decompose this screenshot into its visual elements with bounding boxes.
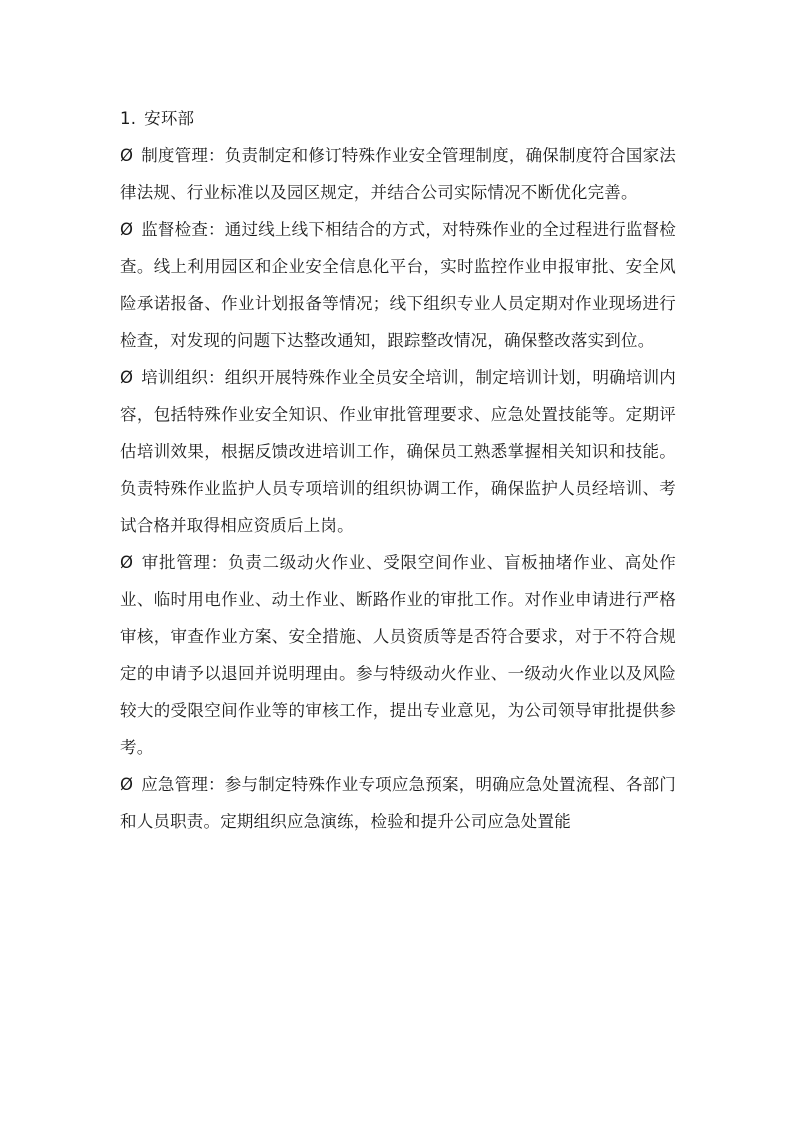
- list-item-text: 应急管理：参与制定特殊作业专项应急预案，明确应急处置流程、各部门和人员职责。定期组织应急演练，检验和提升公司应急处置能: [120, 775, 676, 831]
- section-heading: [120, 100, 676, 137]
- bullet-icon: Ø: [120, 220, 134, 239]
- section-title: 安环部: [144, 109, 195, 128]
- list-item-emergency-management: [120, 766, 676, 840]
- list-item-text: 培训组织：组织开展特殊作业全员安全培训，制定培训计划，明确培训内容，包括特殊作业安全知识、作业审批管理要求、应急处置技能等。定期评估培训效果，根据反馈改进培训工作，确保员工熟悉掌握相关知识和技能。负责特殊作业监护人员专项培训的组织协调工作，确保监护人员经培训、考试合格并取得相应资质后上岗。: [120, 368, 676, 535]
- list-item-approval-management: [120, 544, 676, 766]
- bullet-icon: Ø: [120, 146, 134, 165]
- bullet-icon: Ø: [120, 553, 134, 572]
- document-body: [120, 100, 676, 840]
- list-item-system-management: [120, 137, 676, 211]
- bullet-icon: Ø: [120, 368, 134, 387]
- bullet-icon: Ø: [120, 775, 134, 794]
- list-item-supervision-inspection: [120, 211, 676, 359]
- list-item-text: 制度管理：负责制定和修订特殊作业安全管理制度，确保制度符合国家法律法规、行业标准以及园区规定，并结合公司实际情况不断优化完善。: [120, 146, 676, 202]
- section-number: 1.: [120, 109, 137, 128]
- list-item-text: 监督检查：通过线上线下相结合的方式，对特殊作业的全过程进行监督检查。线上利用园区和企业安全信息化平台，实时监控作业申报审批、安全风险承诺报备、作业计划报备等情况；线下组织专业人员定期对作业现场进行检查，对发现的问题下达整改通知，跟踪整改情况，确保整改落实到位。: [120, 220, 676, 350]
- list-item-text: 审批管理：负责二级动火作业、受限空间作业、盲板抽堵作业、高处作业、临时用电作业、动土作业、断路作业的审批工作。对作业申请进行严格审核，审查作业方案、安全措施、人员资质等是否符合要求，对于不符合规定的申请予以退回并说明理由。参与特级动火作业、一级动火作业以及风险较大的受限空间作业等的审核工作，提出专业意见，为公司领导审批提供参考。: [120, 553, 676, 757]
- list-item-training-organization: [120, 359, 676, 544]
